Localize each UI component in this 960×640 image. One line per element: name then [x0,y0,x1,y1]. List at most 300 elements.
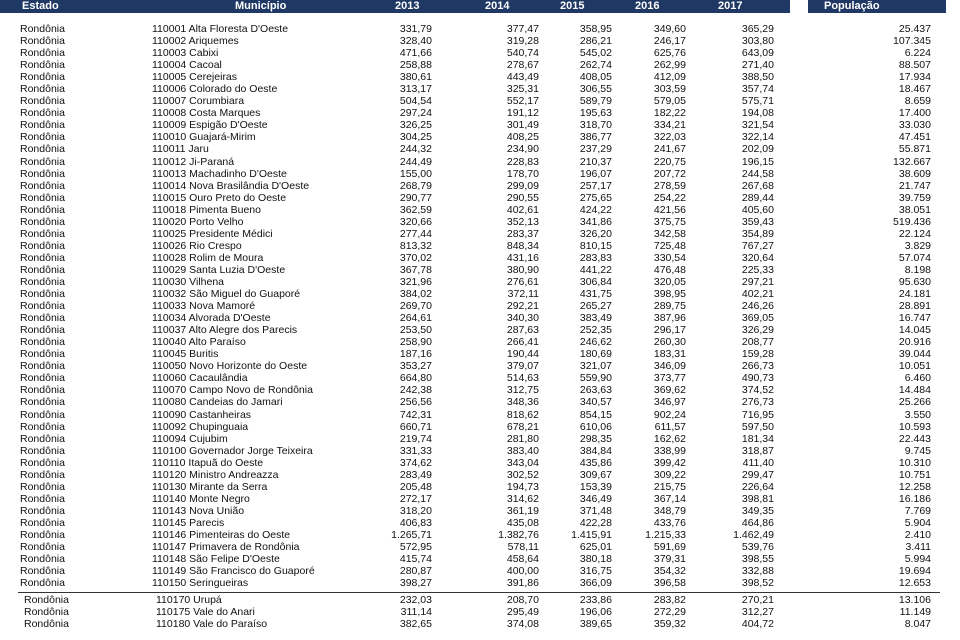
table-row [0,143,960,155]
cell-municipio: 110006 Colorado do Oeste [152,83,278,96]
cell-municipio: 110015 Ouro Preto do Oeste [152,191,287,204]
cell-2016: 330,54 [653,251,686,264]
cell-2013: 326,25 [399,119,432,132]
cell-2013: 374,62 [399,456,432,469]
cell-estado: Rondônia [20,239,65,252]
cell-2016: 359,32 [653,618,686,631]
cell-municipio: 110148 São Felipe D'Oeste [152,553,280,566]
cell-2017: 490,73 [741,372,774,385]
cell-2017: 359,43 [741,215,774,228]
table-row [0,348,960,360]
table-row [0,264,960,276]
cell-2015: 306,55 [579,83,612,96]
cell-municipio: 110080 Candeias do Jamari [152,396,283,409]
cell-2013: 471,66 [399,47,432,60]
header-populacao: População [824,0,880,12]
cell-2017: 266,73 [741,360,774,373]
table-row [0,119,960,131]
table-row [0,481,960,493]
cell-populacao: 6.224 [904,47,931,60]
cell-populacao: 8.198 [904,263,931,276]
cell-2013: 205,48 [399,480,432,493]
cell-2013: 244,32 [399,143,432,156]
cell-2013: 362,59 [399,203,432,216]
cell-estado: Rondônia [20,408,65,421]
cell-2013: 572,95 [399,541,432,554]
cell-2017: 303,80 [741,35,774,48]
cell-2017: 208,77 [741,336,774,349]
cell-2015: 589,79 [579,95,612,108]
cell-2014: 295,49 [506,606,539,619]
cell-municipio: 110060 Cacaulândia [152,372,248,385]
cell-populacao: 5.904 [904,516,931,529]
cell-2014: 178,70 [506,167,539,180]
cell-2017: 297,21 [741,275,774,288]
cell-municipio: 110146 Pimenteiras do Oeste [152,528,291,541]
cell-2014: 435,08 [506,516,539,529]
cell-populacao: 12.258 [898,480,931,493]
cell-2015: 153,39 [579,480,612,493]
table-row [0,95,960,107]
cell-2017: 159,28 [741,348,774,361]
table-row [0,23,960,35]
cell-estado: Rondônia [20,396,65,409]
header-2013: 2013 [395,0,420,12]
cell-2016: 272,29 [653,606,686,619]
cell-2013: 660,71 [399,420,432,433]
cell-2017: 398,81 [741,492,774,505]
cell-2014: 361,19 [506,504,539,517]
cell-2013: 311,14 [400,606,432,619]
table-row [0,83,960,95]
cell-2015: 384,84 [579,444,612,457]
cell-municipio: 110030 Vilhena [152,275,225,288]
cell-municipio: 110009 Espigão D'Oeste [152,119,268,132]
cell-2016: 349,60 [653,23,686,35]
cell-2017: 244,58 [741,167,774,180]
cell-2016: 902,24 [653,408,686,421]
cell-2016: 591,69 [653,541,686,554]
cell-2015: 283,83 [579,251,612,264]
cell-2014: 190,44 [506,348,539,361]
cell-2015: 196,06 [579,606,612,619]
cell-populacao: 38.051 [898,203,931,216]
cell-municipio: 110094 Cujubim [152,432,228,445]
cell-2015: 275,65 [579,191,612,204]
cell-populacao: 19.694 [898,565,931,578]
cell-2017: 369,05 [741,312,774,325]
cell-2016: 278,59 [653,179,686,192]
table-row [0,445,960,457]
cell-2017: 404,72 [741,618,774,631]
cell-2014: 848,34 [506,239,539,252]
cell-estado: Rondônia [20,23,65,35]
cell-estado: Rondônia [24,594,69,607]
cell-municipio: 110012 Ji-Paraná [152,155,235,168]
table-row [0,180,960,192]
cell-municipio: 110092 Chupinguaia [152,420,249,433]
cell-2014: 379,07 [506,360,539,373]
cell-2016: 182,22 [653,107,686,120]
cell-2014: 283,37 [506,227,539,240]
cell-municipio: 110005 Cerejeiras [152,71,238,84]
cell-estado: Rondônia [20,312,65,325]
cell-2016: 433,76 [653,516,686,529]
cell-2013: 258,88 [399,59,432,72]
cell-municipio: 110140 Monte Negro [152,492,250,505]
cell-2013: 219,74 [399,432,432,445]
cell-2014: 234,90 [506,143,539,156]
cell-2014: 458,64 [506,553,539,566]
cell-estado: Rondônia [20,143,65,156]
cell-2015: 545,02 [579,47,612,60]
cell-2016: 399,42 [653,456,686,469]
cell-2016: 373,77 [653,372,686,385]
cell-2014: 348,36 [506,396,539,409]
cell-2017: 597,50 [741,420,774,433]
header-municipio: Município [235,0,287,12]
cell-2014: 292,21 [506,300,539,313]
cell-estado: Rondônia [20,167,65,180]
cell-municipio: 110028 Rolim de Moura [152,251,264,264]
cell-populacao: 107.345 [893,35,931,48]
cell-2015: 389,65 [579,618,612,631]
cell-2015: 366,09 [579,577,612,590]
cell-2013: 813,32 [399,239,432,252]
cell-2016: 309,22 [653,468,686,481]
cell-2013: 1.265,71 [391,528,432,541]
cell-2014: 552,17 [506,95,539,108]
cell-2016: 338,99 [653,444,686,457]
cell-municipio: 110010 Guajará-Mirim [152,131,256,144]
cell-municipio: 110175 Vale do Anari [156,606,255,619]
cell-2014: 266,41 [506,336,539,349]
cell-2017: 271,40 [741,59,774,72]
cell-2014: 287,63 [506,324,539,337]
cell-municipio: 110008 Costa Marques [152,107,261,120]
cell-populacao: 519.436 [893,215,931,228]
cell-2013: 244,49 [399,155,432,168]
cell-2015: 321,07 [579,360,612,373]
cell-municipio: 110070 Campo Novo de Rondônia [152,384,313,397]
cell-2015: 341,86 [579,215,612,228]
cell-2013: 297,24 [399,107,432,120]
cell-2013: 367,78 [399,263,432,276]
cell-2017: 267,68 [741,179,774,192]
cell-estado: Rondônia [20,348,65,361]
cell-2013: 253,50 [399,324,432,337]
table-row [0,384,960,396]
cell-2013: 290,77 [399,191,432,204]
cell-estado: Rondônia [20,275,65,288]
cell-2013: 406,83 [399,516,432,529]
data-table-body [0,23,960,630]
cell-2014: 314,62 [506,492,539,505]
cell-2015: 246,62 [579,336,612,349]
cell-2017: 226,64 [741,480,774,493]
cell-2015: 610,06 [579,420,612,433]
cell-municipio: 110026 Rio Crespo [152,239,242,252]
table-row [0,433,960,445]
cell-estado: Rondônia [20,83,65,96]
cell-2017: 464,86 [741,516,774,529]
cell-populacao: 10.051 [898,360,931,373]
cell-2014: 400,00 [506,565,539,578]
cell-2016: 262,99 [653,59,686,72]
cell-2015: 298,35 [579,432,612,445]
cell-municipio: 110050 Novo Horizonte do Oeste [152,360,308,373]
cell-2014: 578,11 [507,541,539,554]
cell-2014: 678,21 [506,420,539,433]
table-row [0,324,960,336]
cell-2016: 1.215,33 [645,528,686,541]
cell-2013: 318,20 [399,504,432,517]
table-row [0,71,960,83]
cell-populacao: 55.871 [898,143,931,156]
section-divider [18,592,940,593]
cell-2014: 383,40 [506,444,539,457]
cell-2016: 579,05 [653,95,686,108]
cell-2015: 210,37 [579,155,612,168]
cell-municipio: 110110 Itapuã do Oeste [152,456,264,469]
cell-2017: 318,87 [741,444,774,457]
cell-municipio: 110004 Cacoal [152,59,222,72]
cell-estado: Rondônia [20,516,65,529]
cell-2015: 424,22 [579,203,612,216]
cell-2013: 384,02 [399,288,432,301]
table-row [0,553,960,565]
cell-2016: 346,09 [653,360,686,373]
cell-2015: 237,29 [579,143,612,156]
cell-2016: 611,57 [654,420,686,433]
cell-municipio: 110007 Corumbiara [152,95,245,108]
cell-2013: 264,61 [399,312,432,325]
cell-2013: 415,74 [399,553,432,566]
table-header-population [808,0,946,13]
cell-2014: 208,70 [506,594,539,607]
cell-populacao: 16.186 [898,492,931,505]
cell-2017: 716,95 [741,408,774,421]
cell-populacao: 22.124 [898,227,931,240]
cell-populacao: 8.047 [904,618,931,631]
cell-2014: 377,47 [506,23,539,35]
cell-2016: 183,31 [653,348,686,361]
table-row [0,192,960,204]
cell-2013: 269,70 [399,300,432,313]
cell-2017: 181,34 [741,432,774,445]
cell-populacao: 10.751 [898,468,931,481]
cell-2016: 303,59 [653,83,686,96]
cell-municipio: 110013 Machadinho D'Oeste [152,167,287,180]
cell-2013: 272,17 [399,492,432,505]
cell-2014: 1.382,76 [498,528,539,541]
cell-municipio: 110029 Santa Luzia D'Oeste [152,263,286,276]
table-row [0,336,960,348]
table-row [0,59,960,71]
cell-2015: 422,28 [579,516,612,529]
cell-municipio: 110130 Mirante da Serra [152,480,268,493]
cell-2013: 664,80 [399,372,432,385]
cell-2017: 365,29 [741,23,774,35]
cell-municipio: 110045 Buritis [152,348,219,361]
cell-populacao: 28.891 [898,300,931,313]
cell-municipio: 110145 Parecis [152,516,225,529]
table-row [0,216,960,228]
cell-municipio: 110001 Alta Floresta D'Oeste [152,23,289,35]
cell-2013: 370,02 [399,251,432,264]
cell-estado: Rondônia [20,372,65,385]
cell-2016: 162,62 [653,432,686,445]
cell-2016: 346,97 [653,396,686,409]
cell-2016: 625,76 [653,47,686,60]
cell-estado: Rondônia [20,131,65,144]
cell-2014: 380,90 [506,263,539,276]
table-row [0,565,960,577]
cell-2014: 302,52 [506,468,539,481]
cell-estado: Rondônia [20,227,65,240]
cell-populacao: 132.667 [893,155,931,168]
cell-2015: 316,75 [579,565,612,578]
cell-2016: 476,48 [653,263,686,276]
cell-populacao: 25.437 [898,23,931,35]
cell-2015: 383,49 [579,312,612,325]
cell-2015: 371,48 [579,504,612,517]
cell-2016: 725,48 [653,239,686,252]
cell-2014: 276,61 [506,275,539,288]
cell-2015: 306,84 [579,275,612,288]
table-row [0,312,960,324]
cell-estado: Rondônia [24,618,69,631]
cell-municipio: 110011 Jaru [152,143,209,156]
cell-2015: 346,49 [579,492,612,505]
cell-populacao: 13.106 [898,594,931,607]
cell-2014: 343,04 [506,456,539,469]
cell-populacao: 17.400 [898,107,931,120]
cell-populacao: 33.030 [898,119,931,132]
cell-2016: 398,95 [653,288,686,301]
cell-estado: Rondônia [20,528,65,541]
cell-2015: 431,75 [579,288,612,301]
cell-2015: 854,15 [579,408,612,421]
cell-2017: 398,52 [741,577,774,590]
cell-estado: Rondônia [20,191,65,204]
cell-2016: 283,82 [653,594,686,607]
cell-estado: Rondônia [20,565,65,578]
table-row [0,372,960,384]
cell-populacao: 18.467 [898,83,931,96]
cell-estado: Rondônia [20,504,65,517]
cell-estado: Rondônia [20,577,65,590]
table-row [0,131,960,143]
cell-2015: 559,90 [579,372,612,385]
cell-2013: 155,00 [399,167,432,180]
cell-populacao: 17.934 [898,71,931,84]
cell-estado: Rondônia [20,288,65,301]
cell-2016: 296,17 [653,324,686,337]
cell-2017: 326,29 [741,324,774,337]
cell-2017: 357,74 [741,83,774,96]
cell-estado: Rondônia [20,420,65,433]
cell-populacao: 24.181 [898,288,931,301]
cell-2014: 281,80 [506,432,539,445]
cell-estado: Rondônia [20,215,65,228]
cell-2017: 225,33 [741,263,774,276]
table-row [0,396,960,408]
cell-2014: 391,86 [506,577,539,590]
cell-municipio: 110120 Ministro Andreazza [152,468,279,481]
cell-2014: 278,67 [506,59,539,72]
cell-2015: 1.415,91 [571,528,612,541]
cell-estado: Rondônia [20,203,65,216]
cell-estado: Rondônia [20,324,65,337]
cell-populacao: 14.045 [898,324,931,337]
cell-populacao: 22.443 [898,432,931,445]
cell-municipio: 110090 Castanheiras [152,408,252,421]
cell-municipio: 110170 Urupá [156,594,222,607]
cell-populacao: 21.747 [898,179,931,192]
cell-populacao: 47.451 [898,131,931,144]
cell-2013: 353,27 [399,360,432,373]
cell-estado: Rondônia [20,59,65,72]
cell-2017: 405,60 [741,203,774,216]
cell-estado: Rondônia [20,468,65,481]
cell-2016: 260,30 [653,336,686,349]
cell-2017: 320,64 [741,251,774,264]
cell-populacao: 12.653 [898,577,931,590]
cell-2017: 374,52 [741,384,774,397]
cell-2017: 312,27 [741,606,774,619]
cell-municipio: 110014 Nova Brasilândia D'Oeste [152,179,310,192]
cell-2017: 575,71 [741,95,774,108]
cell-2015: 252,35 [579,324,612,337]
table-row [0,360,960,372]
cell-2014: 408,25 [506,131,539,144]
cell-municipio: 110180 Vale do Paraíso [156,618,268,631]
cell-2014: 818,62 [506,408,539,421]
cell-municipio: 110147 Primavera de Rondônia [152,541,300,554]
cell-2013: 268,79 [399,179,432,192]
table-row [0,457,960,469]
cell-2016: 354,32 [653,565,686,578]
cell-2016: 369,62 [653,384,686,397]
cell-2013: 398,27 [399,577,432,590]
cell-2016: 334,21 [653,119,686,132]
cell-2017: 643,09 [741,47,774,60]
table-row [0,300,960,312]
cell-2017: 270,21 [741,594,774,607]
cell-2015: 233,86 [579,594,612,607]
cell-2014: 443,49 [506,71,539,84]
cell-2014: 290,55 [506,191,539,204]
header-2014: 2014 [485,0,510,12]
cell-2014: 340,30 [506,312,539,325]
table-row [0,276,960,288]
cell-2016: 387,96 [653,312,686,325]
cell-estado: Rondônia [20,251,65,264]
cell-2015: 340,57 [579,396,612,409]
cell-2015: 257,17 [579,179,612,192]
cell-2015: 180,69 [579,348,612,361]
cell-2017: 246,26 [741,300,774,313]
cell-2015: 358,95 [579,23,612,35]
cell-estado: Rondônia [20,553,65,566]
cell-2015: 625,01 [579,541,612,554]
cell-2013: 328,40 [399,35,432,48]
table-row [0,107,960,119]
cell-2013: 304,25 [399,131,432,144]
cell-municipio: 110034 Alvorada D'Oeste [152,312,271,325]
cell-2013: 277,44 [399,227,432,240]
